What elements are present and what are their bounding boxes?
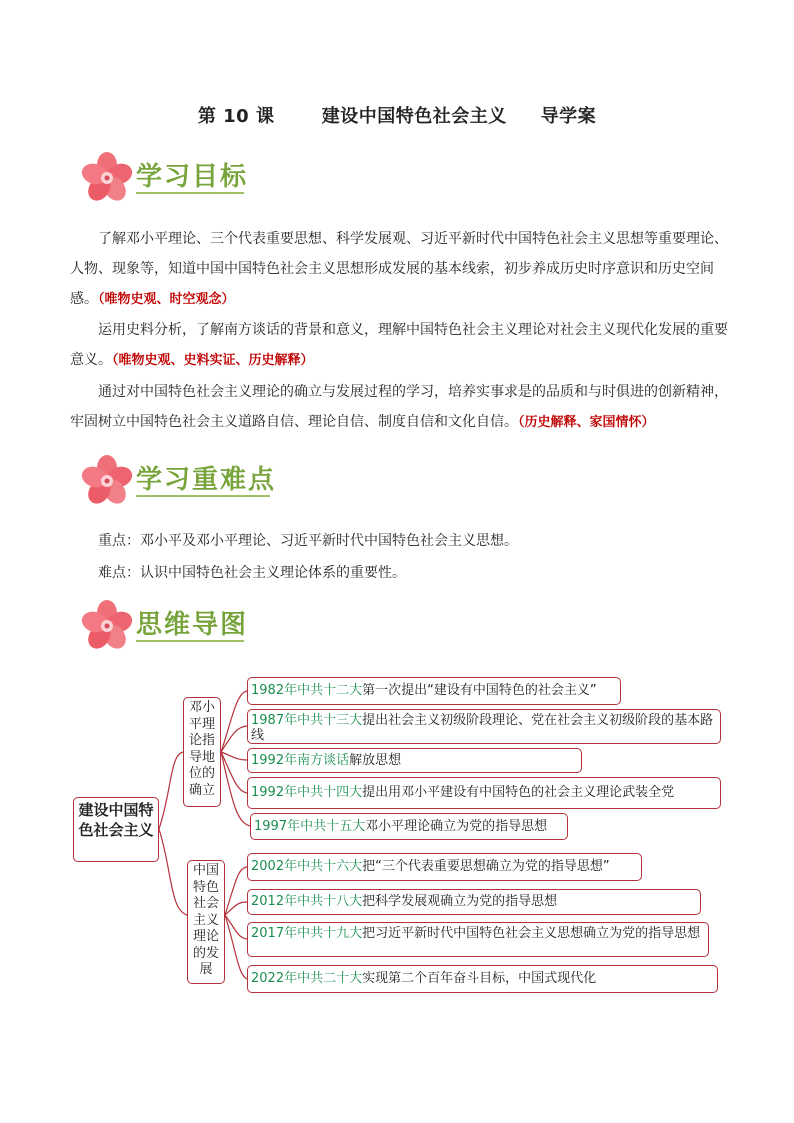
objective-text: 运用史料分析，了解南方谈话的背景和意义，理解中国特色社会主义理论对社会主义现代化发展的重要意义。 <box>70 322 728 368</box>
mind-map-root <box>73 797 159 862</box>
mind-map-leaf <box>247 748 582 773</box>
page-title: 第 10 课 建设中国特色社会主义 导学案 <box>197 106 597 127</box>
mind-map-leaf <box>247 853 642 881</box>
mind-map-leaf <box>247 922 709 957</box>
objective-tag: （历史解释、家国情怀） <box>518 415 655 430</box>
mind-map-branch-1 <box>183 697 221 807</box>
branch-label: 邓小平理论指导地位的确立 <box>188 700 215 798</box>
key-point-difficulty: 难点：认识中国特色社会主义理论体系的重要性。 <box>98 565 406 581</box>
mind-map-branch-2 <box>187 860 225 984</box>
mind-map-leaf <box>247 889 701 915</box>
section-title-mind-map: 思维导图 <box>136 610 249 640</box>
leaf-highlight: 2012年中共十八大 <box>251 894 363 909</box>
leaf-highlight: 2002年中共十六大 <box>251 859 363 874</box>
leaf-highlight: 2022年中共二十大 <box>251 971 363 986</box>
leaf-text: 提出社会主义初级阶段理论、党在社会主义初级阶段的基本路线 <box>251 713 714 743</box>
objective-text: 通过对中国特色社会主义理论的确立与发展过程的学习，培养实事求是的品质和与时俱进的创新精神，牢固树立中国特色社会主义道路自信、理论自信、制度自信和文化自信。 <box>70 384 728 430</box>
mind-map-leaf <box>250 813 568 840</box>
leaf-text: 实现第二个百年奋斗目标，中国式现代化 <box>362 971 597 986</box>
objective-tag: （唯物史观、史料实证、历史解释） <box>112 353 314 368</box>
leaf-text: 提出用邓小平建设有中国特色的社会主义理论武装全党 <box>362 785 675 800</box>
objective-text: 了解邓小平理论、三个代表重要思想、科学发展观、习近平新时代中国特色社会主义思想等重要理论、人物、现象等，知道中国中国特色社会主义思想形成发展的基本线索，初步养成历史时序意识和历史空间感。 <box>70 231 728 307</box>
leaf-text: 邓小平理论确立为党的指导思想 <box>365 819 548 834</box>
leaf-text: 把“三个代表重要思想确立为党的指导思想” <box>362 859 610 874</box>
leaf-text: 把习近平新时代中国特色社会主义思想确立为党的指导思想 <box>362 926 701 941</box>
branch-label: 中国特色社会主义理论的发展 <box>192 863 219 977</box>
leaf-highlight: 2017年中共十九大 <box>251 926 363 941</box>
mind-map-leaf <box>247 965 718 993</box>
leaf-highlight: 1997年中共十五大 <box>254 819 366 834</box>
mind-map-leaf <box>247 677 621 705</box>
leaf-highlight: 1992年中共十四大 <box>251 785 363 800</box>
objective-tag: （唯物史观、时空观念） <box>98 292 235 307</box>
key-point-focus: 重点：邓小平及邓小平理论、习近平新时代中国特色社会主义思想。 <box>98 533 518 549</box>
leaf-highlight: 1992年南方谈话 <box>251 753 350 768</box>
leaf-highlight: 1982年中共十二大 <box>251 683 363 698</box>
section-title-key-points: 学习重难点 <box>136 465 277 495</box>
section-title-objectives: 学习目标 <box>136 162 249 192</box>
leaf-text: 第一次提出“建设有中国特色的社会主义” <box>362 683 597 698</box>
leaf-highlight: 1987年中共十三大 <box>251 713 363 728</box>
mind-map-leaf <box>247 777 721 809</box>
mind-map-root-label: 建设中国特色社会主义 <box>78 801 154 839</box>
leaf-text: 解放思想 <box>349 753 402 768</box>
leaf-text: 把科学发展观确立为党的指导思想 <box>362 894 558 909</box>
mind-map-leaf <box>247 709 721 744</box>
